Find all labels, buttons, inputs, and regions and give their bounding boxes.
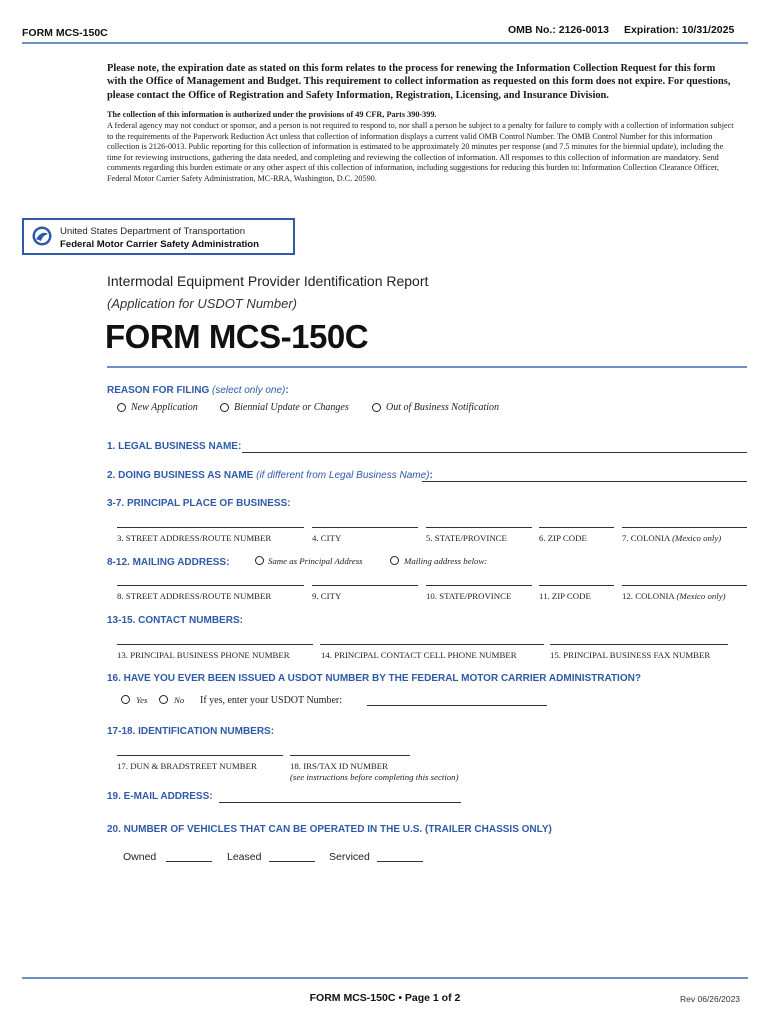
principal-street-caption: 3. STREET ADDRESS/ROUTE NUMBER — [117, 533, 272, 543]
dba-colon: : — [429, 470, 433, 481]
form-title: FORM MCS-150C — [105, 318, 369, 355]
usdot-no-radio[interactable] — [159, 695, 168, 704]
legal-name-field[interactable] — [242, 452, 747, 453]
dba-hint: (if different from Legal Business Name) — [256, 470, 430, 481]
fax-number-caption: 15. PRINCIPAL BUSINESS FAX NUMBER — [550, 650, 711, 660]
tax-id-hint: (see instructions before completing this section) — [290, 772, 459, 782]
serviced-label: Serviced — [329, 851, 370, 863]
reason-hint: (select only one) — [212, 385, 286, 396]
usdot-number-prompt: If yes, enter your USDOT Number: — [200, 695, 343, 706]
mailing-zip-caption: 11. ZIP CODE — [539, 591, 591, 601]
mailing-colonia-caption — [622, 591, 726, 601]
dun-number-field[interactable] — [117, 755, 283, 756]
reason-new-radio[interactable] — [117, 403, 126, 412]
leased-label: Leased — [227, 851, 262, 863]
reason-biennial-radio[interactable] — [220, 403, 229, 412]
reason-biennial-label: Biennial Update or Changes — [234, 402, 349, 413]
fax-number-field[interactable] — [550, 644, 728, 645]
header-form-id: FORM MCS-150C — [22, 27, 108, 39]
contact-numbers-label: 13-15. CONTACT NUMBERS: — [107, 615, 243, 626]
report-application: (Application for USDOT Number) — [107, 296, 297, 311]
principal-colonia-caption-text: 7. COLONIA — [622, 533, 670, 543]
business-phone-field[interactable] — [117, 644, 313, 645]
header-rule — [22, 42, 748, 44]
mailing-colonia-caption-text: 12. COLONIA — [622, 591, 675, 601]
usdot-yes-radio[interactable] — [121, 695, 130, 704]
mailing-colonia-hint: (Mexico only) — [676, 591, 726, 601]
principal-colonia-hint: (Mexico only) — [672, 533, 722, 543]
owned-label: Owned — [123, 851, 157, 863]
mailing-city-field[interactable] — [312, 585, 418, 586]
reason-label-text: REASON FOR FILING — [107, 385, 210, 396]
mailing-below-label: Mailing address below: — [404, 556, 488, 566]
principal-place-label: 3-7. PRINCIPAL PLACE OF BUSINESS: — [107, 498, 291, 509]
mailing-below-radio[interactable] — [390, 556, 399, 565]
tax-id-field[interactable] — [290, 755, 410, 756]
reason-out-of-business-label: Out of Business Notification — [386, 402, 500, 413]
agency-box — [22, 218, 295, 255]
principal-colonia-field[interactable] — [622, 527, 747, 528]
footer-rule — [22, 977, 748, 979]
dot-seal-icon — [32, 226, 52, 246]
mailing-same-label: Same as Principal Address — [268, 556, 363, 566]
legal-name-label: 1. LEGAL BUSINESS NAME: — [107, 441, 242, 452]
leased-field[interactable] — [269, 861, 315, 862]
footer-page-number: FORM MCS-150C • Page 1 of 2 — [309, 992, 461, 1004]
principal-state-field[interactable] — [426, 527, 532, 528]
dba-label — [107, 470, 433, 481]
email-label: 19. E-MAIL ADDRESS: — [107, 791, 213, 802]
principal-zip-field[interactable] — [539, 527, 614, 528]
agency-line-2: Federal Motor Carrier Safety Administration — [60, 239, 260, 250]
agency-line-1: United States Department of Transportation — [60, 226, 246, 237]
mailing-address-label: 8-12. MAILING ADDRESS: — [107, 557, 230, 568]
principal-state-caption: 5. STATE/PROVINCE — [426, 533, 507, 543]
mailing-same-radio[interactable] — [255, 556, 264, 565]
usdot-question-label: 16. HAVE YOU EVER BEEN ISSUED A USDOT NUMBER BY THE FEDERAL MOTOR CARRIER ADMINISTRATION? — [107, 673, 641, 684]
principal-colonia-caption — [622, 533, 721, 543]
usdot-number-field[interactable] — [367, 705, 547, 706]
principal-zip-caption: 6. ZIP CODE — [539, 533, 587, 543]
usdot-yes-label: Yes — [136, 695, 148, 705]
reason-colon: : — [285, 385, 289, 396]
reason-out-of-business-radio[interactable] — [372, 403, 381, 412]
cell-phone-caption: 14. PRINCIPAL CONTACT CELL PHONE NUMBER — [321, 650, 517, 660]
owned-field[interactable] — [166, 861, 212, 862]
report-subtitle: Intermodal Equipment Provider Identification Report — [107, 273, 429, 289]
mailing-state-caption: 10. STATE/PROVINCE — [426, 591, 512, 601]
mailing-zip-field[interactable] — [539, 585, 614, 586]
header-expiration: Expiration: 10/31/2025 — [624, 24, 735, 36]
authority-line: The collection of this information is authorized under the provisions of 49 CFR, Parts 390-399. — [107, 110, 437, 119]
reason-label — [107, 385, 289, 396]
reason-new-label: New Application — [131, 402, 198, 413]
cell-phone-field[interactable] — [320, 644, 544, 645]
email-field[interactable] — [219, 802, 461, 803]
mailing-state-field[interactable] — [426, 585, 532, 586]
notice-text: Please note, the expiration date as stated on this form relates to the process for renewing the Information Collection Request for this form with the Office of Management and Budget. This requirement to collect information as requested on this form does not expire. For questions, please contact the Office of Registration and Safety Information, Registration, Licensing, and Insurance Division. — [107, 63, 731, 101]
tax-id-caption: 18. IRS/TAX ID NUMBER — [290, 761, 389, 771]
authority-text — [107, 110, 739, 121]
dba-label-text: 2. DOING BUSINESS AS NAME — [107, 470, 254, 481]
header-omb-number: OMB No.: 2126-0013 — [508, 24, 609, 36]
business-phone-caption: 13. PRINCIPAL BUSINESS PHONE NUMBER — [117, 650, 290, 660]
serviced-field[interactable] — [377, 861, 423, 862]
principal-city-field[interactable] — [312, 527, 418, 528]
mailing-street-caption: 8. STREET ADDRESS/ROUTE NUMBER — [117, 591, 272, 601]
id-numbers-label: 17-18. IDENTIFICATION NUMBERS: — [107, 726, 275, 737]
principal-street-field[interactable] — [117, 527, 304, 528]
mailing-colonia-field[interactable] — [622, 585, 747, 586]
burden-text: A federal agency may not conduct or sponsor, and a person is not required to respond to, nor shall a person be subject to a penalty for failure to comply with a collection of information subject to the requirements of the Paperwork Reduction Act unless that collection of information displays a current valid OMB Control Number. The OMB Control Number for this information collection is 2126-0013. Public reporting for this collection of information is estimated to be approximately 20 minutes per response (and 7.5 minutes for the biennial update), including the time for reviewing instructions, gathering the data needed, and completing and reviewing the collection of information. All responses to this collection of information are mandatory. Send comments regarding this burden estimate or any other aspect of this collection of information, including suggestions for reducing this burden to: Information Collection Clearance Officer, Federal Motor Carrier Safety Administration, MC-RRA, Washington, D.C. 20590. — [107, 121, 734, 183]
title-rule — [107, 366, 747, 368]
principal-city-caption: 4. CITY — [312, 533, 342, 543]
vehicles-label: 20. NUMBER OF VEHICLES THAT CAN BE OPERATED IN THE U.S. (TRAILER CHASSIS ONLY) — [107, 824, 552, 835]
dba-field[interactable] — [422, 481, 747, 482]
dun-number-caption: 17. DUN & BRADSTREET NUMBER — [117, 761, 257, 771]
mailing-city-caption: 9. CITY — [312, 591, 342, 601]
mailing-street-field[interactable] — [117, 585, 304, 586]
footer-revision: Rev 06/26/2023 — [680, 994, 741, 1004]
usdot-no-label: No — [174, 695, 185, 705]
